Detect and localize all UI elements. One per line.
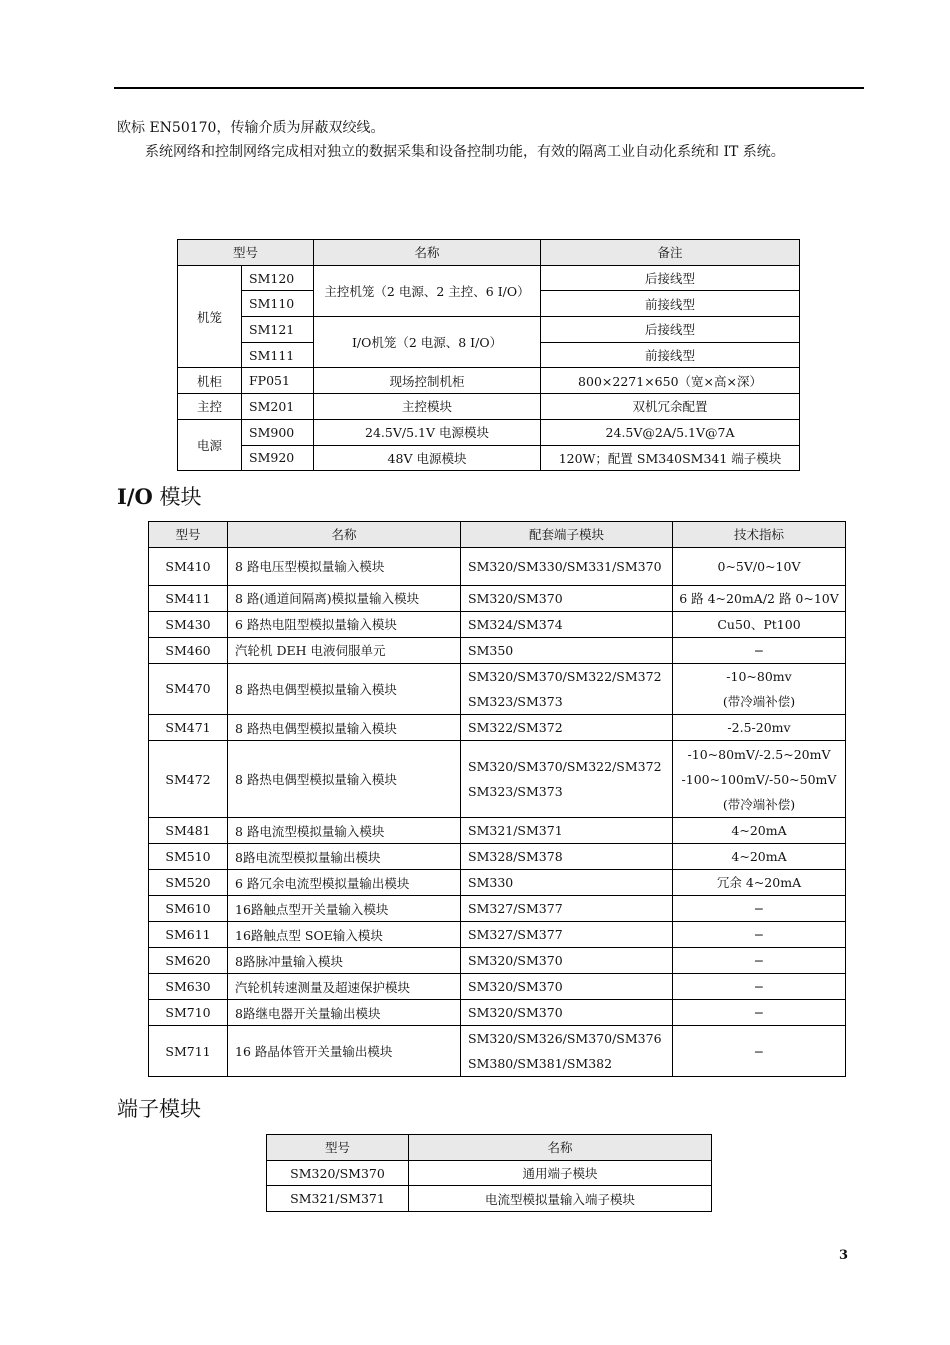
spec-line: -10~80mV/-2.5~20mV bbox=[687, 746, 831, 762]
intro-paragraph-2: 系统网络和控制网络完成相对独立的数据采集和设备控制功能，有效的隔离工业自动化系统和 IT 系统。 bbox=[145, 144, 785, 160]
name-cell: 8 路电流型模拟量输入模块 bbox=[228, 818, 461, 844]
spec-line: − bbox=[753, 642, 765, 658]
terminal-cell bbox=[461, 948, 673, 974]
terminal-cell bbox=[461, 870, 673, 896]
header-spec: 技术指标 bbox=[673, 522, 846, 548]
name-cell: 电流型模拟量输入端子模块 bbox=[409, 1186, 712, 1212]
table-row bbox=[267, 1160, 712, 1186]
terminal-line: SM320/SM370 bbox=[468, 953, 563, 969]
terminal-line: SM327/SM377 bbox=[468, 927, 563, 943]
spec-cell bbox=[673, 922, 846, 948]
model-cell: SM900 bbox=[242, 419, 314, 445]
table-row bbox=[149, 637, 846, 663]
table-row bbox=[149, 663, 846, 714]
spec-cell bbox=[673, 818, 846, 844]
name-cell: 8 路热电偶型模拟量输入模块 bbox=[228, 663, 461, 714]
table-row bbox=[149, 741, 846, 818]
table-row bbox=[149, 585, 846, 611]
terminal-cell bbox=[461, 741, 673, 818]
note-cell: 后接线型 bbox=[541, 317, 800, 343]
name-cell: 16路触点型 SOE输入模块 bbox=[228, 922, 461, 948]
header-note: 备注 bbox=[541, 240, 800, 266]
terminal-cell bbox=[461, 585, 673, 611]
header-name: 名称 bbox=[314, 240, 541, 266]
terminal-line: SM330 bbox=[468, 875, 514, 891]
table-row bbox=[178, 317, 800, 343]
spec-cell bbox=[673, 637, 846, 663]
terminal-section-heading: 端子模块 bbox=[117, 1097, 201, 1121]
model-cell: SM710 bbox=[149, 1000, 228, 1026]
spec-cell bbox=[673, 547, 846, 585]
group-rack: 机笼 bbox=[178, 265, 242, 368]
terminal-cell bbox=[461, 663, 673, 714]
spec-line: − bbox=[753, 901, 765, 917]
model-cell: SM110 bbox=[242, 291, 314, 317]
spec-cell bbox=[673, 844, 846, 870]
terminal-line: SM323/SM373 bbox=[468, 784, 563, 800]
name-cell: I/O机笼（2 电源、8 I/O） bbox=[314, 317, 541, 368]
header-name: 名称 bbox=[409, 1135, 712, 1161]
table-row bbox=[149, 922, 846, 948]
terminal-line: SM322/SM372 bbox=[468, 720, 563, 736]
name-cell: 汽轮机 DEH 电液伺服单元 bbox=[228, 637, 461, 663]
header-rule bbox=[114, 87, 864, 89]
spec-line: − bbox=[753, 927, 765, 943]
spec-line: − bbox=[753, 1005, 765, 1021]
spec-line: -2.5-20mv bbox=[727, 720, 791, 736]
name-cell: 24.5V/5.1V 电源模块 bbox=[314, 419, 541, 445]
model-cell: SM472 bbox=[149, 741, 228, 818]
group-main: 主控 bbox=[178, 394, 242, 420]
model-cell: SM411 bbox=[149, 585, 228, 611]
io-heading-latin: I/O bbox=[117, 484, 153, 509]
name-cell: 8路脉冲量输入模块 bbox=[228, 948, 461, 974]
model-cell: SM460 bbox=[149, 637, 228, 663]
group-power: 电源 bbox=[178, 419, 242, 470]
model-cell: SM111 bbox=[242, 342, 314, 368]
io-heading-cjk: 模块 bbox=[159, 485, 202, 509]
table-row bbox=[149, 1000, 846, 1026]
group-cabinet: 机柜 bbox=[178, 368, 242, 394]
table-row bbox=[178, 445, 800, 471]
name-cell: 6 路热电阻型模拟量输入模块 bbox=[228, 611, 461, 637]
table-header-row bbox=[149, 522, 846, 548]
spec-cell bbox=[673, 663, 846, 714]
name-cell: 8 路热电偶型模拟量输入模块 bbox=[228, 715, 461, 741]
model-cell: SM711 bbox=[149, 1026, 228, 1077]
model-cell: SM481 bbox=[149, 818, 228, 844]
io-section-heading bbox=[117, 485, 201, 509]
spec-line: − bbox=[753, 953, 765, 969]
terminal-line: SM380/SM381/SM382 bbox=[468, 1056, 613, 1072]
spec-cell bbox=[673, 948, 846, 974]
model-cell: SM321/SM371 bbox=[267, 1186, 409, 1212]
name-cell: 8 路热电偶型模拟量输入模块 bbox=[228, 741, 461, 818]
spec-cell bbox=[673, 896, 846, 922]
terminal-cell bbox=[461, 1000, 673, 1026]
spec-cell bbox=[673, 585, 846, 611]
page-number: 3 bbox=[838, 1248, 848, 1263]
model-cell: SM410 bbox=[149, 547, 228, 585]
model-cell: SM120 bbox=[242, 265, 314, 291]
name-cell: 16 路晶体管开关量输出模块 bbox=[228, 1026, 461, 1077]
name-cell: 48V 电源模块 bbox=[314, 445, 541, 471]
table-row bbox=[149, 1026, 846, 1077]
model-cell: SM201 bbox=[242, 394, 314, 420]
terminal-cell bbox=[461, 922, 673, 948]
note-cell: 前接线型 bbox=[541, 291, 800, 317]
io-module-table bbox=[148, 521, 846, 1077]
note-cell: 120W；配置 SM340SM341 端子模块 bbox=[541, 445, 800, 471]
header-model: 型号 bbox=[267, 1135, 409, 1161]
spec-cell bbox=[673, 715, 846, 741]
terminal-line: SM320/SM330/SM331/SM370 bbox=[468, 558, 662, 574]
table-row bbox=[149, 818, 846, 844]
header-terminal: 配套端子模块 bbox=[461, 522, 673, 548]
spec-cell bbox=[673, 1026, 846, 1077]
terminal-cell bbox=[461, 896, 673, 922]
model-cell: SM610 bbox=[149, 896, 228, 922]
model-cell: SM611 bbox=[149, 922, 228, 948]
spec-cell bbox=[673, 1000, 846, 1026]
terminal-line: SM323/SM373 bbox=[468, 693, 563, 709]
note-cell: 后接线型 bbox=[541, 265, 800, 291]
spec-line: 0~5V/0~10V bbox=[717, 558, 801, 574]
terminal-cell bbox=[461, 637, 673, 663]
terminal-line: SM320/SM326/SM370/SM376 bbox=[468, 1031, 662, 1047]
terminal-cell bbox=[461, 818, 673, 844]
table-row bbox=[178, 265, 800, 291]
table-header-row bbox=[267, 1135, 712, 1161]
spec-line: -10~80mv bbox=[726, 668, 792, 684]
model-cell: SM471 bbox=[149, 715, 228, 741]
name-cell: 主控机笼（2 电源、2 主控、6 I/O） bbox=[314, 265, 541, 316]
terminal-cell bbox=[461, 547, 673, 585]
spec-line: (带冷端补偿) bbox=[722, 693, 796, 709]
model-cell: SM470 bbox=[149, 663, 228, 714]
cabinet-table bbox=[177, 239, 800, 471]
terminal-line: SM321/SM371 bbox=[468, 823, 563, 839]
terminal-line: SM320/SM370/SM322/SM372 bbox=[468, 759, 662, 775]
model-cell: SM510 bbox=[149, 844, 228, 870]
spec-line: 4~20mA bbox=[731, 823, 787, 839]
note-cell: 800×2271×650（宽×高×深） bbox=[541, 368, 800, 394]
terminal-line: SM320/SM370 bbox=[468, 979, 563, 995]
model-cell: SM320/SM370 bbox=[267, 1160, 409, 1186]
spec-cell bbox=[673, 974, 846, 1000]
table-row bbox=[178, 419, 800, 445]
model-cell: SM520 bbox=[149, 870, 228, 896]
table-row bbox=[149, 611, 846, 637]
name-cell: 主控模块 bbox=[314, 394, 541, 420]
name-cell: 8 路电压型模拟量输入模块 bbox=[228, 547, 461, 585]
spec-line: 4~20mA bbox=[731, 849, 787, 865]
note-cell: 24.5V@2A/5.1V@7A bbox=[541, 419, 800, 445]
table-row bbox=[149, 974, 846, 1000]
name-cell: 通用端子模块 bbox=[409, 1160, 712, 1186]
header-name: 名称 bbox=[228, 522, 461, 548]
spec-line: 冗余 4~20mA bbox=[716, 875, 802, 891]
table-row bbox=[178, 368, 800, 394]
terminal-line: SM320/SM370 bbox=[468, 1005, 563, 1021]
table-row bbox=[149, 844, 846, 870]
name-cell: 6 路冗余电流型模拟量输出模块 bbox=[228, 870, 461, 896]
model-cell: SM620 bbox=[149, 948, 228, 974]
spec-line: Cu50、Pt100 bbox=[717, 616, 801, 632]
terminal-cell bbox=[461, 611, 673, 637]
terminal-cell bbox=[461, 844, 673, 870]
terminal-line: SM327/SM377 bbox=[468, 901, 563, 917]
terminal-line: SM350 bbox=[468, 642, 514, 658]
name-cell: 现场控制机柜 bbox=[314, 368, 541, 394]
header-model: 型号 bbox=[178, 240, 314, 266]
terminal-line: SM324/SM374 bbox=[468, 616, 563, 632]
table-header-row bbox=[178, 240, 800, 266]
name-cell: 16路触点型开关量输入模块 bbox=[228, 896, 461, 922]
terminal-cell bbox=[461, 715, 673, 741]
model-cell: SM920 bbox=[242, 445, 314, 471]
table-row bbox=[149, 870, 846, 896]
model-cell: SM630 bbox=[149, 974, 228, 1000]
table-row bbox=[178, 394, 800, 420]
spec-cell bbox=[673, 611, 846, 637]
spec-line: (带冷端补偿) bbox=[722, 796, 796, 812]
spec-line: -100~100mV/-50~50mV bbox=[681, 771, 837, 787]
header-model: 型号 bbox=[149, 522, 228, 548]
terminal-module-table bbox=[266, 1134, 712, 1212]
spec-line: − bbox=[753, 1043, 765, 1059]
name-cell: 汽轮机转速测量及超速保护模块 bbox=[228, 974, 461, 1000]
spec-cell bbox=[673, 870, 846, 896]
spec-line: 6 路 4~20mA/2 路 0~10V bbox=[679, 590, 839, 606]
intro-line-1: 欧标 EN50170，传输介质为屏蔽双绞线。 bbox=[117, 120, 385, 136]
table-row bbox=[149, 547, 846, 585]
terminal-line: SM328/SM378 bbox=[468, 849, 563, 865]
terminal-line: SM320/SM370/SM322/SM372 bbox=[468, 668, 662, 684]
terminal-cell bbox=[461, 1026, 673, 1077]
terminal-cell bbox=[461, 974, 673, 1000]
name-cell: 8 路(通道间隔离)模拟量输入模块 bbox=[228, 585, 461, 611]
note-cell: 前接线型 bbox=[541, 342, 800, 368]
terminal-line: SM320/SM370 bbox=[468, 590, 563, 606]
table-row bbox=[267, 1186, 712, 1212]
spec-cell bbox=[673, 741, 846, 818]
name-cell: 8路继电器开关量输出模块 bbox=[228, 1000, 461, 1026]
table-row bbox=[149, 896, 846, 922]
spec-line: − bbox=[753, 979, 765, 995]
name-cell: 8路电流型模拟量输出模块 bbox=[228, 844, 461, 870]
model-cell: SM430 bbox=[149, 611, 228, 637]
note-cell: 双机冗余配置 bbox=[541, 394, 800, 420]
table-row bbox=[149, 715, 846, 741]
table-row bbox=[149, 948, 846, 974]
model-cell: SM121 bbox=[242, 317, 314, 343]
model-cell: FP051 bbox=[242, 368, 314, 394]
